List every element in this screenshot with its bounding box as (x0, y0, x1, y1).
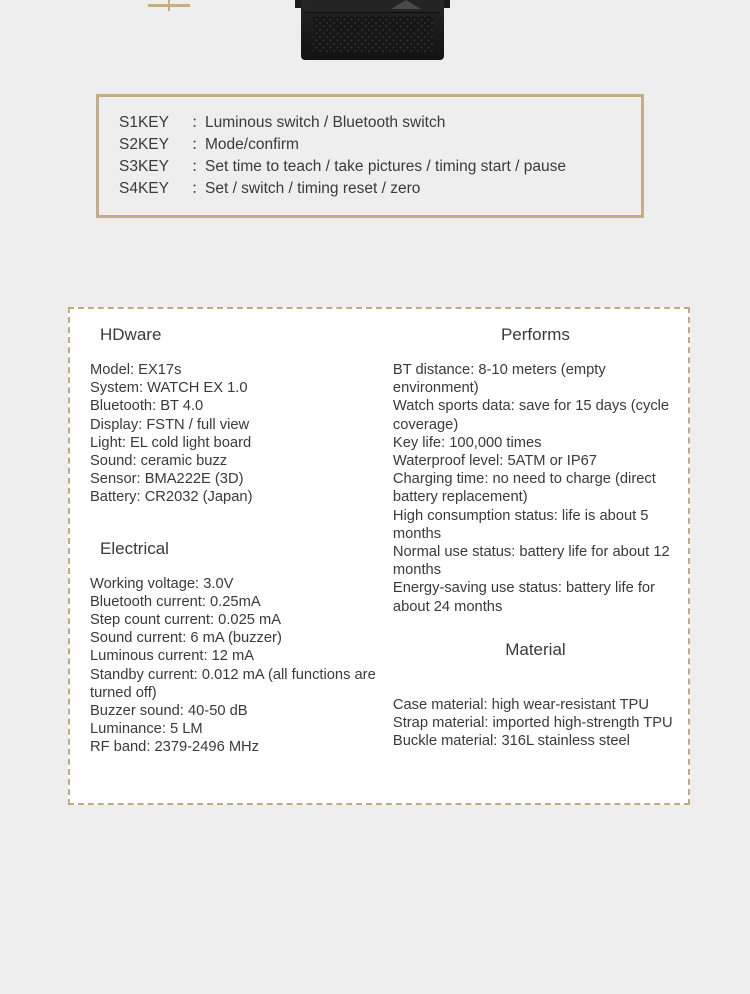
spec-item: Buzzer sound: 40-50 dB (90, 703, 248, 720)
spec-item: Bluetooth: BT 4.0 (90, 398, 204, 415)
buckle-arrow-icon (391, 0, 421, 9)
spec-item: Sound: ceramic buzz (90, 453, 228, 470)
key-value: Set time to teach / take pictures / timing start / pause (205, 158, 566, 175)
spec-item: Light: EL cold light board (90, 434, 252, 451)
electrical-spec-list (90, 575, 383, 757)
product-photo (295, 0, 450, 60)
spec-item: Buckle material: 316L stainless steel (392, 733, 630, 750)
spec-item: Sound current: 6 mA (buzzer) (90, 630, 282, 647)
spec-item: Energy-saving use status: battery life for about 24 months (392, 580, 655, 615)
spec-item: Luminous current: 12 mA (90, 648, 255, 665)
spec-item: Charging time: no need to charge (direct battery replacement) (392, 471, 656, 506)
material-spec-list (393, 696, 678, 751)
key-colon: ： (191, 180, 207, 197)
key-value: Set / switch / timing reset / zero (205, 180, 421, 197)
key-name: S1KEY (119, 114, 169, 131)
key-function-box (96, 94, 644, 218)
spec-item: Bluetooth current: 0.25mA (90, 593, 261, 610)
spec-column-right (383, 323, 678, 803)
key-colon: ： (191, 158, 207, 175)
spec-item: Standby current: 0.012 mA (all functions are turned off) (90, 666, 376, 701)
key-name: S3KEY (119, 158, 169, 175)
spec-item: BT distance: 8-10 meters (empty environment) (392, 362, 606, 397)
key-function-row (119, 178, 641, 200)
dimension-tick (168, 0, 170, 11)
key-name: S4KEY (119, 180, 169, 197)
spec-item: Sensor: BMA222E (3D) (90, 471, 244, 488)
spec-item: Model: EX17s (90, 362, 182, 378)
key-value: Luminous switch / Bluetooth switch (205, 114, 446, 131)
material-section-heading: Material (505, 639, 566, 659)
spec-item: Key life: 100,000 times (392, 434, 542, 451)
spec-columns (70, 309, 688, 803)
buckle-texture (313, 16, 433, 52)
spec-item: Watch sports data: save for 15 days (cycle coverage) (392, 398, 670, 433)
key-function-row (119, 112, 641, 134)
spec-item: System: WATCH EX 1.0 (90, 380, 248, 397)
spec-item: Waterproof level: 5ATM or IP67 (392, 453, 597, 470)
key-value: Mode/confirm (205, 136, 299, 153)
spec-item: Step count current: 0.025 mA (90, 612, 282, 629)
specification-panel (68, 307, 690, 805)
spec-item: RF band: 2379-2496 MHz (90, 739, 259, 756)
performs-section-heading: Performs (500, 325, 570, 344)
key-function-row (119, 134, 641, 156)
spec-item: Working voltage: 3.0V (90, 575, 234, 592)
spec-item: Battery: CR2032 (Japan) (90, 489, 253, 506)
spec-item: Luminance: 5 LM (90, 721, 203, 738)
spec-item: High consumption status: life is about 5 months (392, 507, 649, 542)
key-function-row (119, 156, 641, 178)
electrical-section-heading: Electrical (100, 538, 169, 558)
spec-item: Strap material: imported high-strength TPU (392, 715, 673, 732)
hardware-spec-list (90, 361, 383, 507)
hardware-section-heading: HDware (100, 325, 162, 344)
spec-item: Normal use status: battery life for about 12 months (392, 544, 670, 579)
key-colon: ： (191, 136, 207, 153)
key-function-list (99, 97, 641, 200)
key-colon: ： (191, 114, 207, 131)
spec-item: Display: FSTN / full view (90, 416, 250, 433)
key-name: S2KEY (119, 136, 169, 153)
spec-item: Case material: high wear-resistant TPU (392, 696, 649, 713)
performs-spec-list (393, 361, 678, 616)
spec-column-left (80, 323, 383, 803)
